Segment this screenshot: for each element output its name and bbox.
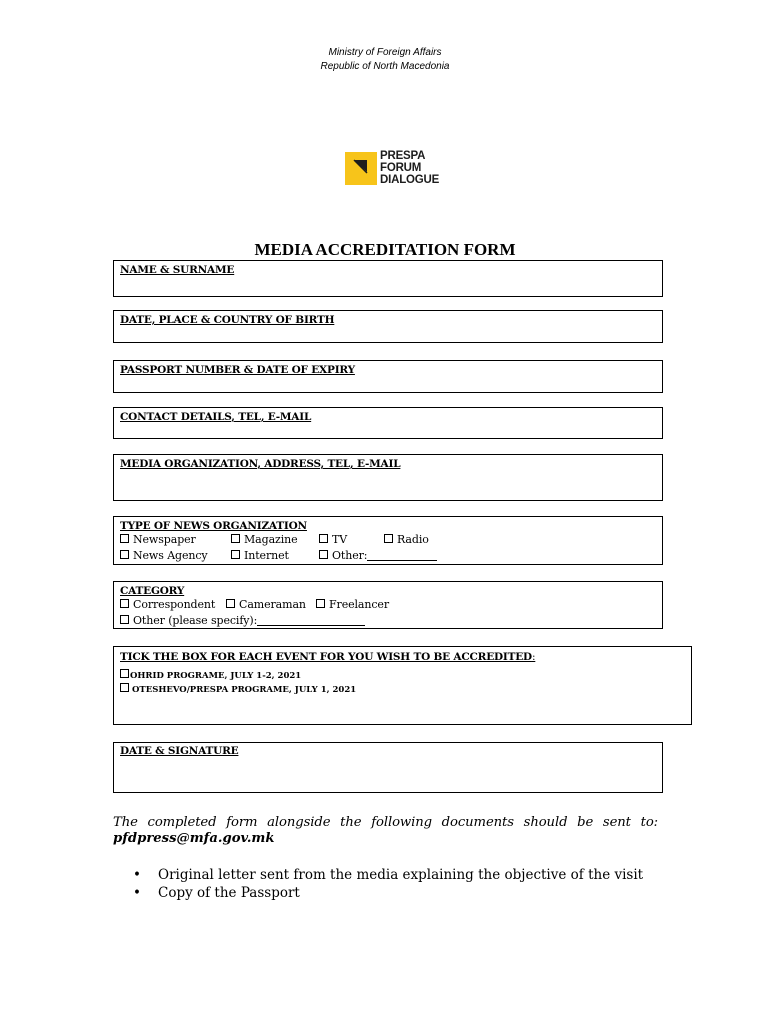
other-category-option[interactable] <box>120 614 365 627</box>
ohrid-event-option[interactable] <box>120 669 301 681</box>
document-item <box>133 866 643 884</box>
other-news-input-line[interactable] <box>367 550 437 561</box>
internet-label: Internet <box>244 549 289 562</box>
magazine-label: Magazine <box>244 533 298 546</box>
events-label-text: TICK THE BOX FOR EACH EVENT FOR YOU WISH TO BE ACCREDITED <box>120 651 532 663</box>
newspaper-option[interactable] <box>120 533 196 546</box>
ministry-header <box>0 46 770 74</box>
passport-field[interactable] <box>113 360 663 393</box>
news-organization-section <box>113 516 663 565</box>
oteshevo-event-label: OTESHEVO/PRESPA PROGRAME, JULY 1, 2021 <box>132 685 357 695</box>
submission-note: The completed form alongside the following documents should be sent to: <box>113 815 658 830</box>
submission-email-link[interactable]: pfdpress@mfa.gov.mk <box>113 831 275 846</box>
other-news-checkbox[interactable] <box>319 550 328 559</box>
internet-option[interactable] <box>231 549 289 562</box>
logo-text-forum: FORUM <box>380 162 422 174</box>
internet-checkbox[interactable] <box>231 550 240 559</box>
magazine-option[interactable] <box>231 533 298 546</box>
events-label: TICK THE BOX FOR EACH EVENT FOR YOU WISH TO BE ACCREDITED: <box>120 651 536 663</box>
tv-option[interactable] <box>319 533 347 546</box>
prespa-forum-logo <box>345 150 455 190</box>
news-agency-label: News Agency <box>133 549 208 562</box>
birth-field[interactable] <box>113 310 663 343</box>
document-item <box>133 884 643 902</box>
cameraman-option[interactable] <box>226 598 306 611</box>
category-section <box>113 581 663 629</box>
passport-label: PASSPORT NUMBER & DATE OF EXPIRY <box>120 364 355 376</box>
country-name: Republic of North Macedonia <box>320 61 450 72</box>
other-category-input-line[interactable] <box>257 615 365 626</box>
newspaper-checkbox[interactable] <box>120 534 129 543</box>
signature-field[interactable] <box>113 742 663 793</box>
other-news-option[interactable] <box>319 549 437 562</box>
required-documents-list <box>133 866 643 902</box>
signature-label: DATE & SIGNATURE <box>120 745 239 757</box>
document-item-text: Copy of the Passport <box>158 885 300 901</box>
bullet-icon: • <box>133 867 141 883</box>
cameraman-checkbox[interactable] <box>226 599 235 608</box>
ministry-name: Ministry of Foreign Affairs <box>328 47 442 58</box>
logo-mark-icon <box>345 152 377 185</box>
category-label: CATEGORY <box>120 585 185 597</box>
freelancer-checkbox[interactable] <box>316 599 325 608</box>
correspondent-checkbox[interactable] <box>120 599 129 608</box>
correspondent-label: Correspondent <box>133 598 216 611</box>
oteshevo-event-checkbox[interactable] <box>120 683 129 692</box>
news-agency-checkbox[interactable] <box>120 550 129 559</box>
logo-text-dialogue: DIALOGUE <box>380 174 440 186</box>
document-item-text: Original letter sent from the media explaining the objective of the visit <box>158 867 644 883</box>
magazine-checkbox[interactable] <box>231 534 240 543</box>
oteshevo-event-option[interactable] <box>120 683 356 695</box>
birth-label: DATE, PLACE & COUNTRY OF BIRTH <box>120 314 335 326</box>
ohrid-event-label: OHRID PROGRAME, JULY 1-2, 2021 <box>130 671 302 681</box>
form-title: MEDIA ACCREDITATION FORM <box>254 240 516 259</box>
logo-text-prespa: PRESPA <box>380 150 426 162</box>
media-organization-label: MEDIA ORGANIZATION, ADDRESS, TEL, E-MAIL <box>120 458 401 470</box>
news-organization-label: TYPE OF NEWS ORGANIZATION <box>120 520 307 532</box>
ohrid-event-checkbox[interactable] <box>120 669 129 678</box>
tv-label: TV <box>332 533 348 546</box>
news-agency-option[interactable] <box>120 549 208 562</box>
tv-checkbox[interactable] <box>319 534 328 543</box>
freelancer-label: Freelancer <box>329 598 389 611</box>
freelancer-option[interactable] <box>316 598 389 611</box>
contact-label: CONTACT DETAILS, TEL, E-MAIL <box>120 411 312 423</box>
media-organization-field[interactable] <box>113 454 663 501</box>
name-label: NAME & SURNAME <box>120 264 235 276</box>
events-section <box>113 646 692 725</box>
radio-option[interactable] <box>384 533 429 546</box>
other-category-checkbox[interactable] <box>120 615 129 624</box>
newspaper-label: Newspaper <box>133 533 196 546</box>
name-field[interactable] <box>113 260 663 297</box>
contact-field[interactable] <box>113 407 663 439</box>
other-category-label: Other (please specify): <box>133 614 258 627</box>
cameraman-label: Cameraman <box>239 598 306 611</box>
bullet-icon: • <box>133 885 141 901</box>
radio-checkbox[interactable] <box>384 534 393 543</box>
radio-label: Radio <box>397 533 429 546</box>
other-news-label: Other: <box>332 549 368 562</box>
correspondent-option[interactable] <box>120 598 215 611</box>
